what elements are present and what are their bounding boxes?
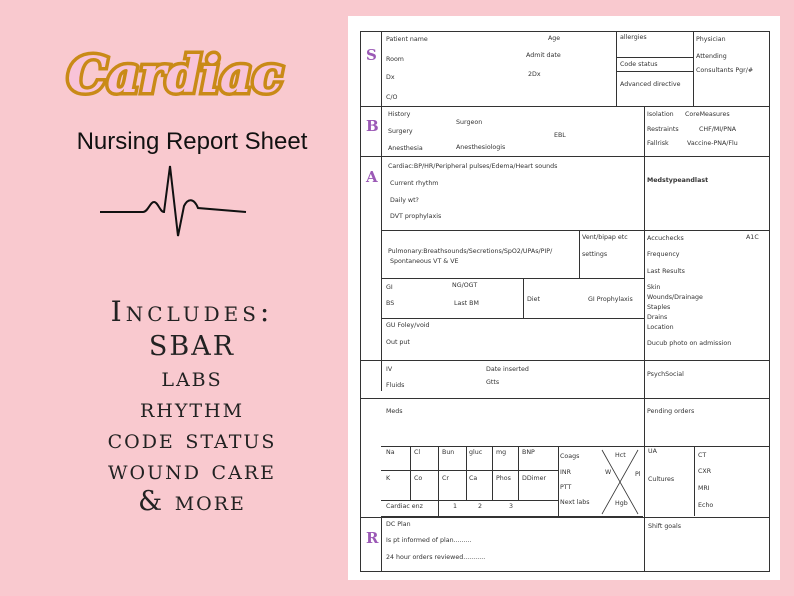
ducub-label: Ducub photo on admission xyxy=(647,340,732,347)
pl-label: Pl xyxy=(635,471,641,478)
shift-goals-label: Shift goals xyxy=(648,523,682,530)
section-a-letter: A xyxy=(366,168,378,186)
includes-item: code status xyxy=(107,424,277,455)
location-label: Location xyxy=(647,324,674,331)
divider xyxy=(492,446,493,500)
divider xyxy=(644,156,645,391)
diet-label: Diet xyxy=(527,296,540,303)
ptt-label: PTT xyxy=(560,484,572,491)
includes-item: labs xyxy=(161,362,223,393)
hct-label: Hct xyxy=(615,452,626,459)
rhythm-label: Current rhythm xyxy=(390,180,439,187)
ebl-label: EBL xyxy=(554,132,566,139)
section-divider xyxy=(360,517,770,518)
section-divider xyxy=(360,360,770,361)
surgeon-label: Surgeon xyxy=(456,119,483,126)
two-dx-label: 2Dx xyxy=(528,71,541,78)
pending-label: Pending orders xyxy=(647,408,695,415)
includes-item: rhythm xyxy=(139,393,245,424)
attending-label: Attending xyxy=(696,53,727,60)
divider xyxy=(381,517,382,572)
lab-cell: DDimer xyxy=(522,475,547,482)
lab-cell: K xyxy=(386,475,391,482)
gi-label: GI xyxy=(386,284,393,291)
ct-label: CT xyxy=(698,452,707,459)
age-label: Age xyxy=(548,35,561,42)
next-labs-label: Next labs xyxy=(560,499,590,506)
gtts-label: Gtts xyxy=(486,379,500,386)
frame-line xyxy=(360,31,770,32)
section-divider xyxy=(360,398,770,399)
divider xyxy=(616,31,617,106)
divider xyxy=(644,106,645,156)
pulm-label: Pulmonary:Breathsounds/Secretions/SpO2/UPAs/PIP/ xyxy=(388,248,553,255)
skin-label: Skin xyxy=(647,284,661,291)
code-status-label: Code status xyxy=(620,61,658,68)
staples-label: Staples xyxy=(647,304,671,311)
lab-cell: gluc xyxy=(469,449,483,456)
w-label: W xyxy=(605,469,612,476)
coags-label: Coags xyxy=(560,453,580,460)
includes-heading: Includes: xyxy=(110,295,274,328)
output-label: Out put xyxy=(386,339,410,346)
cardiac-logo xyxy=(50,38,300,110)
divider xyxy=(579,230,580,278)
divider xyxy=(558,446,559,516)
last-bm-label: Last BM xyxy=(454,300,479,307)
mri-label: MRI xyxy=(698,485,710,492)
inr-label: INR xyxy=(560,469,571,476)
surgery-label: Surgery xyxy=(388,128,413,135)
co-label: C/O xyxy=(386,94,398,101)
settings-label: settings xyxy=(582,251,608,258)
divider xyxy=(381,500,558,501)
allergies-label: allergies xyxy=(620,34,647,41)
divider xyxy=(381,278,644,279)
meds-label: Meds xyxy=(386,408,403,415)
cardiac-label: Cardiac:BP/HR/Peripheral pulses/Edema/Heart sounds xyxy=(388,163,558,170)
gi-proph-label: GI Prophylaxis xyxy=(588,296,633,303)
promo-panel xyxy=(0,0,345,596)
echo-label: Echo xyxy=(698,502,714,509)
dc-plan-label: DC Plan xyxy=(386,521,411,528)
lab-cell: BNP xyxy=(522,449,535,456)
divider xyxy=(466,446,467,500)
dvt-label: DVT prophylaxis xyxy=(390,213,442,220)
divider xyxy=(410,446,411,500)
lab-cell: Co xyxy=(414,475,423,482)
divider xyxy=(381,318,644,319)
includes-item: & more xyxy=(138,486,246,517)
physician-label: Physician xyxy=(696,36,726,43)
core-measures-label: CoreMeasures xyxy=(685,111,730,118)
brand-title: Cardiac xyxy=(67,45,283,104)
informed-label: Is pt informed of plan......... xyxy=(386,537,472,544)
divider xyxy=(616,57,693,58)
consultants-label: Consultants Pgr/# xyxy=(696,67,754,74)
divider xyxy=(381,106,382,156)
lab-cell: Ca xyxy=(469,475,478,482)
cxr-label: CXR xyxy=(698,468,712,475)
accuchecks-label: Accuchecks xyxy=(647,235,684,242)
iv-label: IV xyxy=(386,366,393,373)
frame-line xyxy=(360,571,770,572)
lab-cell: Cl xyxy=(414,449,421,456)
history-label: History xyxy=(388,111,411,118)
cardiac-enz-label: Cardiac enz xyxy=(386,503,423,510)
patient-name-label: Patient name xyxy=(386,36,428,43)
a1c-label: A1C xyxy=(746,234,759,241)
divider xyxy=(694,446,695,516)
anesthesia-label: Anesthesia xyxy=(388,145,423,152)
section-r-letter: R xyxy=(366,529,379,547)
last-results-label: Last Results xyxy=(647,268,685,275)
wounds-label: Wounds/Drainage xyxy=(647,294,703,301)
room-label: Room xyxy=(386,56,404,63)
includes-item: wound care xyxy=(108,455,276,486)
divider xyxy=(523,278,524,318)
frequency-label: Frequency xyxy=(647,251,680,258)
orders-label: 24 hour orders reviewed........... xyxy=(386,554,486,561)
divider xyxy=(644,360,645,572)
anesthesiologist-label: Anesthesiologis xyxy=(456,144,506,151)
pulm2-label: Spontaneous VT & VE xyxy=(390,258,459,265)
vaccine-label: Vaccine-PNA/Flu xyxy=(687,140,738,147)
meds-last-label: Medstypeandlast xyxy=(647,177,709,184)
ua-label: UA xyxy=(648,448,657,455)
lab-cell: Cr xyxy=(442,475,449,482)
date-inserted-label: Date inserted xyxy=(486,366,529,373)
admit-date-label: Admit date xyxy=(526,52,561,59)
divider xyxy=(693,31,694,106)
includes-item: SBAR xyxy=(148,331,236,362)
chf-label: CHF/MI/PNA xyxy=(699,126,737,133)
section-divider xyxy=(360,156,770,157)
divider xyxy=(381,470,558,471)
ng-label: NG/OGT xyxy=(452,282,478,289)
enz-num: 3 xyxy=(509,503,514,510)
page-subtitle: Nursing Report Sheet xyxy=(76,128,308,155)
dx-label: Dx xyxy=(386,74,395,81)
vent-label: Vent/bipap etc xyxy=(582,234,628,241)
hgb-label: Hgb xyxy=(615,500,628,507)
divider xyxy=(381,156,382,391)
divider xyxy=(438,446,439,516)
lab-cell: Bun xyxy=(442,449,455,456)
isolation-label: Isolation xyxy=(647,111,674,118)
divider xyxy=(381,446,770,447)
lab-cell: mg xyxy=(496,449,507,456)
section-b-letter: B xyxy=(366,117,379,135)
includes-list xyxy=(0,296,384,517)
fallrisk-label: Fallrisk xyxy=(647,140,669,147)
divider xyxy=(381,31,382,106)
daily-wt-label: Daily wt? xyxy=(390,197,419,204)
drains-label: Drains xyxy=(647,314,668,321)
enz-num: 1 xyxy=(453,503,458,510)
lab-cell: Phos xyxy=(496,475,511,482)
report-sheet xyxy=(348,16,780,580)
fluids-label: Fluids xyxy=(386,382,405,389)
divider xyxy=(381,230,770,231)
heartbeat-line-icon xyxy=(98,162,248,242)
advanced-directive-label: Advanced directive xyxy=(620,81,681,88)
cultures-label: Cultures xyxy=(648,476,675,483)
frame-line xyxy=(360,31,361,571)
bs-label: BS xyxy=(386,300,395,307)
divider xyxy=(518,446,519,500)
divider xyxy=(616,71,693,72)
lab-cell: Na xyxy=(386,449,395,456)
gu-label: GU Foley/void xyxy=(386,322,430,329)
section-s-letter: S xyxy=(366,46,377,64)
frame-line xyxy=(769,31,770,571)
enz-num: 2 xyxy=(478,503,483,510)
section-divider xyxy=(360,106,770,107)
restraints-label: Restraints xyxy=(647,126,679,133)
psych-label: PsychSocial xyxy=(647,371,684,378)
